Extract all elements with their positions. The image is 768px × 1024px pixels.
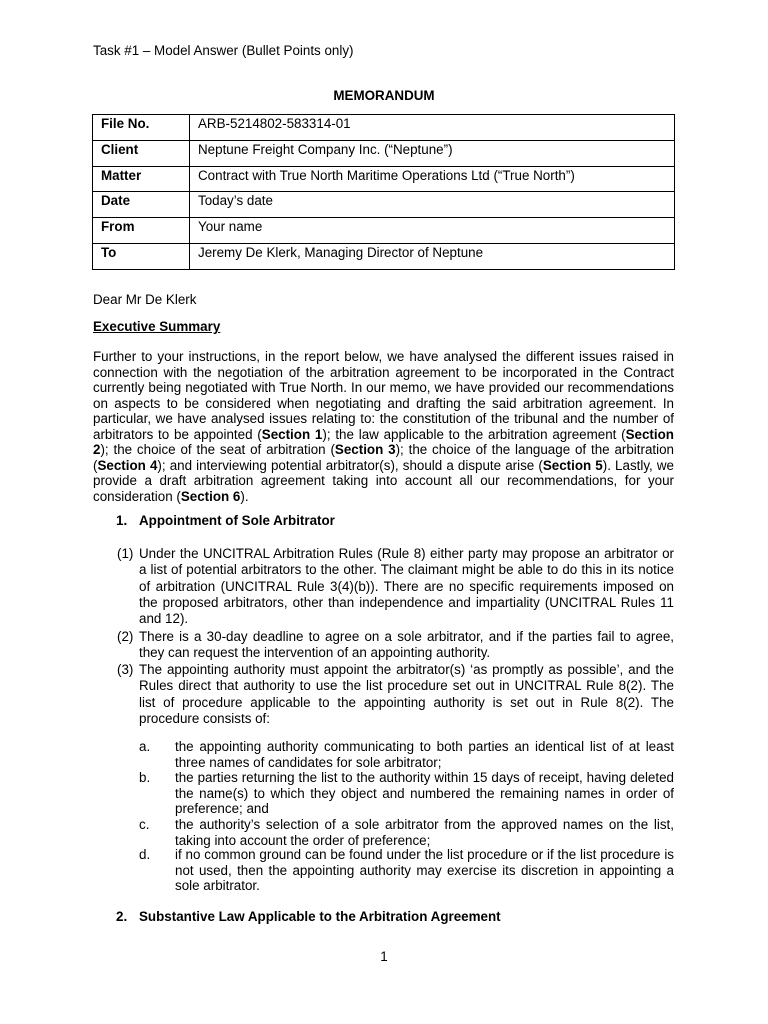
meta-key: File No. xyxy=(93,115,190,141)
para-text: ). xyxy=(240,488,249,504)
meta-row-date xyxy=(93,192,675,218)
sub-item-letter: c. xyxy=(139,817,150,832)
sub-list-item xyxy=(139,817,674,848)
section-ref: Section 4 xyxy=(97,457,158,473)
meta-value: Your name xyxy=(190,218,675,244)
section-ref: Section 3 xyxy=(334,442,396,457)
section-ref: Section 1 xyxy=(261,426,323,442)
sub-item-text: the authority’s selection of a sole arbitrator from the approved names on the list, taking into account the order of preference; xyxy=(175,817,674,848)
para-text: ); the choice of the language of the arbitration ( xyxy=(93,442,674,473)
meta-key: To xyxy=(93,243,190,269)
section-title: Appointment of Sole Arbitrator xyxy=(139,513,335,528)
meta-row-client xyxy=(93,140,675,166)
section-number: 2. xyxy=(116,909,128,924)
item-text: Under the UNCITRAL Arbitration Rules (Rule 8) either party may propose an arbitrator or a list of potential arbitrators to the other. The claimant might be able to do this in its notice of arbitration (UNCITRAL Rule 3(4)(b)). There are no specific requirements imposed on the proposed arbitrators, other than independence and impartiality (UNCITRAL Rules 11 and 12). xyxy=(139,546,674,627)
meta-key: From xyxy=(93,218,190,244)
item-text: The appointing authority must appoint the arbitrator(s) ‘as promptly as possible’, and the Rules direct that authority to use the list procedure set out in UNCITRAL Rule 8(2). The list of procedure applicable to the appointing authority is set out in Rule 8(2). The procedure consists of: xyxy=(139,662,674,726)
section-number: 1. xyxy=(116,513,128,528)
section-1-heading xyxy=(116,513,335,528)
header-line: Task #1 – Model Answer (Bullet Points only) xyxy=(93,43,354,58)
para-text: ). Lastly, we provide a draft arbitration agreement taking into account all our recommendations, for your consideration ( xyxy=(93,457,674,504)
memo-meta-table xyxy=(92,114,675,270)
section-ref: Section 5 xyxy=(542,457,603,473)
item-number: (1) xyxy=(117,546,134,561)
para-text: ); the choice of the seat of arbitration ( xyxy=(100,442,335,457)
section-title: Substantive Law Applicable to the Arbitration Agreement xyxy=(139,909,501,924)
list-item xyxy=(117,629,674,662)
meta-row-from xyxy=(93,218,675,244)
memo-title: MEMORANDUM xyxy=(333,88,435,103)
meta-row-matter xyxy=(93,166,675,192)
sub-item-text: the parties returning the list to the authority within 15 days of receipt, having deleted the name(s) to which they object and numbered the remaining names in order of preference; and xyxy=(175,770,674,816)
meta-key: Date xyxy=(93,192,190,218)
para-text: ); the law applicable to the arbitration agreement ( xyxy=(322,426,626,442)
meta-value: Neptune Freight Company Inc. (“Neptune”) xyxy=(190,140,675,166)
sub-list-item xyxy=(139,739,674,770)
executive-summary-heading: Executive Summary xyxy=(93,319,221,334)
meta-key: Matter xyxy=(93,166,190,192)
meta-value: Contract with True North Maritime Operations Ltd (“True North”) xyxy=(190,166,675,192)
page-number: 1 xyxy=(380,949,388,964)
sub-item-text: the appointing authority communicating to both parties an identical list of at least three names of candidates for sole arbitrator; xyxy=(175,739,674,770)
meta-row-file xyxy=(93,115,675,141)
meta-row-to xyxy=(93,243,675,269)
sub-list-item xyxy=(139,770,674,817)
section-2-heading xyxy=(116,909,501,924)
greeting: Dear Mr De Klerk xyxy=(93,292,197,307)
executive-summary-paragraph xyxy=(93,349,674,504)
section-ref: Section 2 xyxy=(93,426,674,457)
meta-value: Jeremy De Klerk, Managing Director of Neptune xyxy=(190,243,675,269)
meta-value: Today’s date xyxy=(190,192,675,218)
sub-item-letter: d. xyxy=(139,847,151,862)
item-text: There is a 30-day deadline to agree on a sole arbitrator, and if the parties fail to agree, they can request the intervention of an appointing authority. xyxy=(139,629,674,661)
sub-item-letter: a. xyxy=(139,739,151,754)
section-ref: Section 6 xyxy=(180,488,241,504)
para-text: ); and interviewing potential arbitrator(s), should a dispute arise ( xyxy=(157,457,543,473)
meta-key: Client xyxy=(93,140,190,166)
meta-value: ARB-5214802-583314-01 xyxy=(190,115,675,141)
item-number: (3) xyxy=(117,662,134,677)
sub-list-item xyxy=(139,847,674,894)
para-text: Further to your instructions, in the report below, we have analysed the different issues raised in connection with the negotiation of the arbitration agreement to be incorporated in the Contract currently being negotiated with True North. In our memo, we have provided our recommendations on aspects to be considered when negotiating and drafting the said arbitration agreement. In particular, we have analysed issues relating to: the constitution of the tribunal and the number of arbitrators to be appointed ( xyxy=(93,349,674,442)
item-number: (2) xyxy=(117,629,134,644)
list-item xyxy=(117,546,674,627)
sub-item-letter: b. xyxy=(139,770,151,785)
sub-item-text: if no common ground can be found under the list procedure or if the list procedure is not used, then the appointing authority may exercise its discretion in appointing a sole arbitrator. xyxy=(175,847,674,893)
list-item xyxy=(117,662,674,727)
